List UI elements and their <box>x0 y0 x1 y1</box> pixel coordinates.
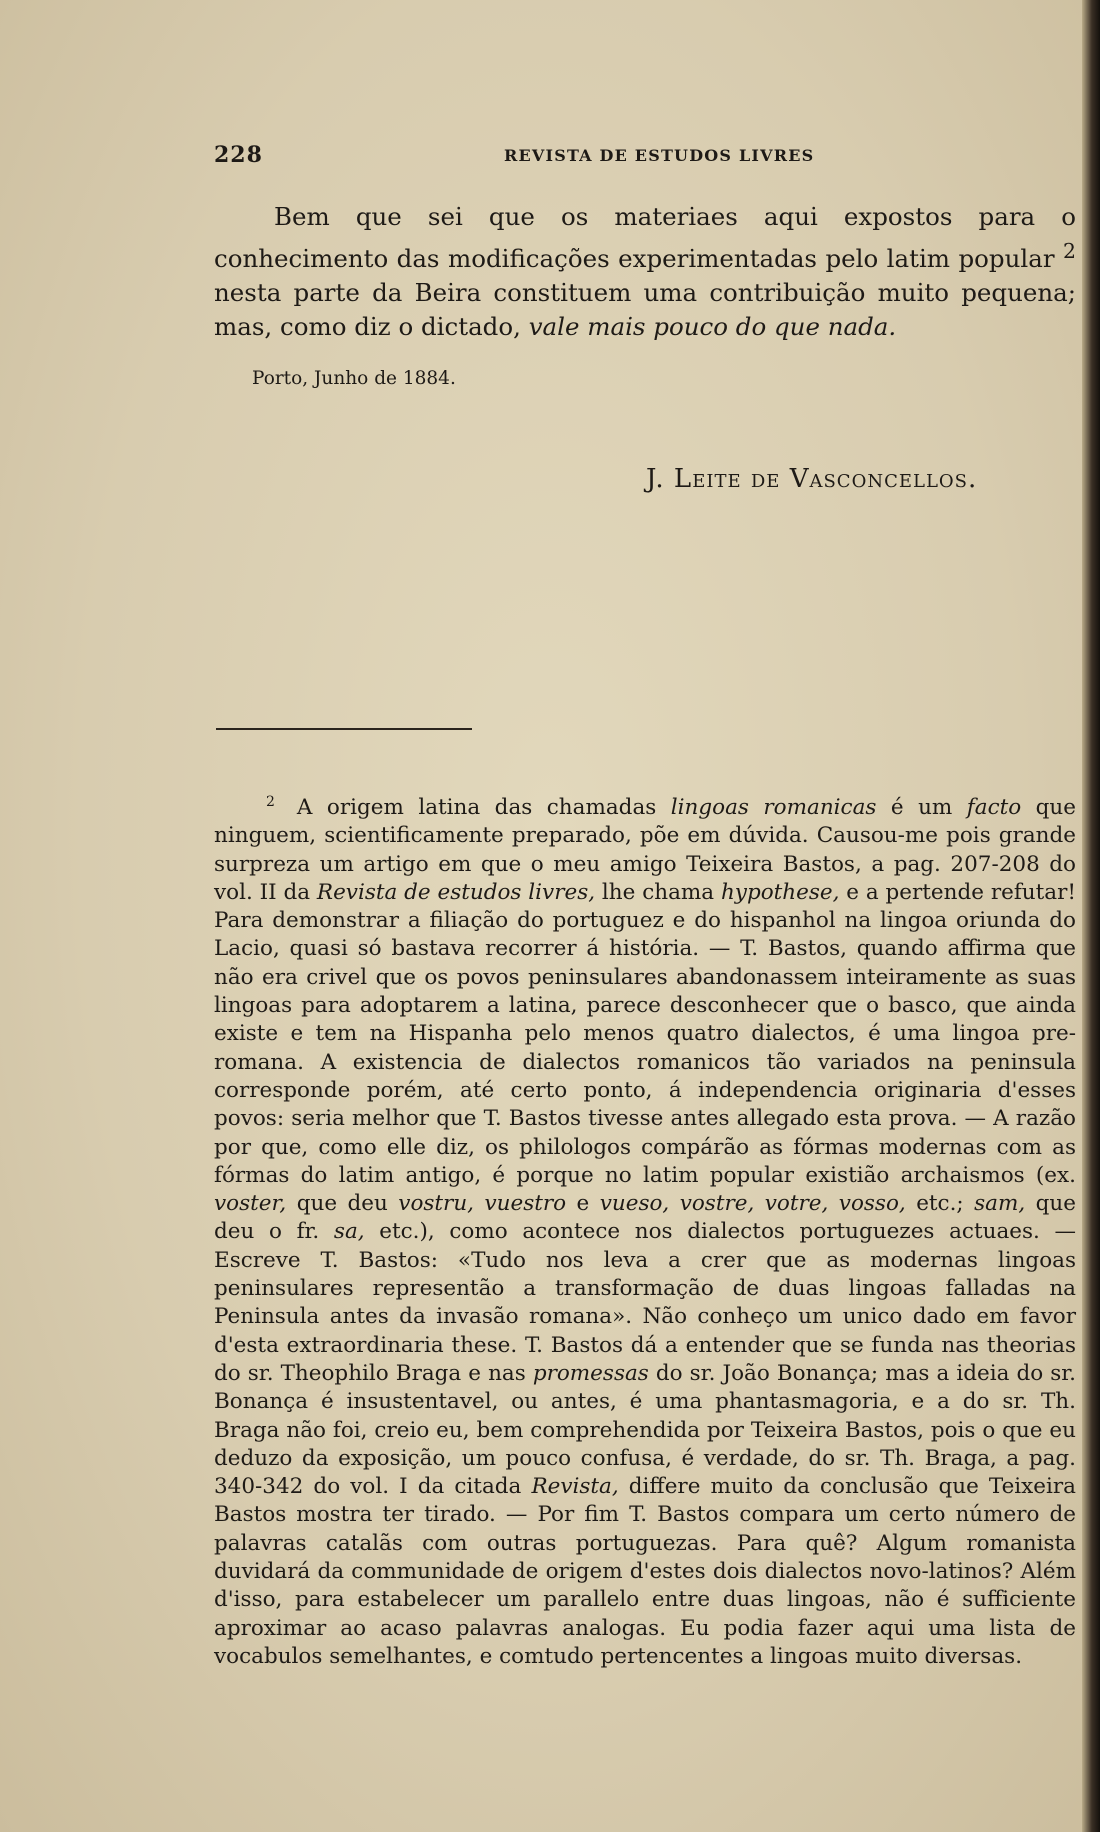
footnote-italic: Revista de estudos livres, <box>316 879 596 905</box>
footnote-italic: facto <box>966 795 1022 820</box>
footnote-segment: lhe chama <box>595 879 721 905</box>
footnote-reference: 2 <box>1063 239 1076 263</box>
footnote-italic: sa, <box>333 1219 365 1245</box>
page-binding-edge <box>1082 0 1100 1832</box>
main-text <box>214 200 1076 344</box>
footnote-segment: que deu <box>286 1191 399 1217</box>
footnote-segment: e a pertende refutar! Para demonstrar a filiação do portuguez e do hispanhol na lingoa oriunda do Lacio, quasi só bastava recorrer á história. — T. Bastos, quando affirma que não era crivel que os povos peninsulares abandonassem inteiramente as suas lingoas para adoptarem a latina, parece desconhecer que o basco, que ainda existe e tem na Hispanha pelo menos quatro dialectos, é uma lingoa pre-romana. A existencia de dialectos romanicos tão variados na peninsula corresponde porém, até certo ponto, á independencia originaria d'esses povos: seria melhor que T. Bastos tivesse antes allegado esta prova. — A razão por que, como elle diz, os philologos compárão as fórmas modernas com as fórmas do latim antigo, é porque no latim popular existião archaismos (ex. <box>214 879 1076 1188</box>
footnote-segment: e <box>566 1191 600 1217</box>
footnote-italic: vueso, vostre, votre, vosso, <box>599 1191 906 1217</box>
main-text-segment: nesta parte da Beira constituem uma contribuição muito pequena; mas, como diz o dictado, <box>214 278 1076 342</box>
footnote-marker: 2 <box>266 794 275 810</box>
footnote-italic: vostru, vuestro <box>398 1191 567 1217</box>
footnote-italic: promessas <box>532 1360 649 1386</box>
footnote-paragraph <box>214 788 1076 1671</box>
footnote-segment: etc.), como acontece nos dialectos portuguezes actuaes. — Escreve T. Bastos: «Tudo nos leva a crer que as modernas lingoas peninsulares representão a transformação de duas lingoas falladas na Peninsula antes da invasão romana». Não conheço um unico dado em favor d'esta extraordinaria these. T. Bastos dá a entender que se funda nas theorias do sr. Theophilo Braga e nas <box>214 1219 1076 1386</box>
footnote-italic: hypothese, <box>720 879 840 905</box>
footnote-segment: etc.; <box>905 1191 975 1217</box>
footnote-italic: lingoas romanicas <box>670 795 877 820</box>
footnote-segment: A origem latina das chamadas <box>296 795 671 820</box>
footnote-segment: é um <box>876 795 967 820</box>
footnote-segment: que ninguem, scientificamente preparado, põe em dúvida. Causou-me pois grande surpreza um artigo em que o meu amigo Teixeira Bastos, a pag. 207-208 do vol. II da <box>214 795 1077 905</box>
main-paragraph <box>214 200 1076 344</box>
main-text-italic: vale mais pouco do que nada. <box>528 312 897 342</box>
footnote-italic: Revista, <box>531 1474 619 1500</box>
footnote-segment: que deu o fr. <box>214 1191 1077 1245</box>
footnote-italic: sam, <box>974 1191 1026 1217</box>
dateline: Porto, Junho de 1884. <box>252 368 456 389</box>
footnote <box>214 788 1076 1671</box>
footnote-segment: differe muito da conclusão que Teixeira Bastos mostra ter tirado. — Por fim T. Bastos compara um certo número de palavras catalãs com outras portuguezas. Para quê? Algum romanista duvidará da communidade de origem d'estes dois dialectos novo-latinos? Além d'isso, para estabelecer um parallelo entre duas lingoas, não é sufficiente aproximar ao acaso palavras analogas. Eu podia fazer aqui uma lista de vocabulos semelhantes, e comtudo pertencentes a lingoas muito diversas. <box>214 1474 1076 1669</box>
footnote-italic: voster, <box>214 1191 287 1217</box>
page-number: 228 <box>214 142 263 168</box>
footnote-segment: do sr. João Bonança; mas a ideia do sr. Bonança é insustentavel, ou antes, é uma phantasmagoria, e a do sr. Th. Braga não foi, creio eu, bem comprehendida por Teixeira Bastos, pois o que eu deduzo da exposição, um pouco confusa, é verdade, do sr. Th. Braga, a pag. 340-342 do vol. I da citada <box>214 1360 1076 1500</box>
footnote-divider <box>216 728 472 730</box>
main-text-segment: Bem que sei que os materiaes aqui expostos para o conhecimento das modificações experimentadas pelo latim popular <box>214 202 1076 274</box>
running-title: REVISTA DE ESTUDOS LIVRES <box>504 146 815 165</box>
author-signature: J. Leite de Vasconcellos. <box>646 464 978 494</box>
